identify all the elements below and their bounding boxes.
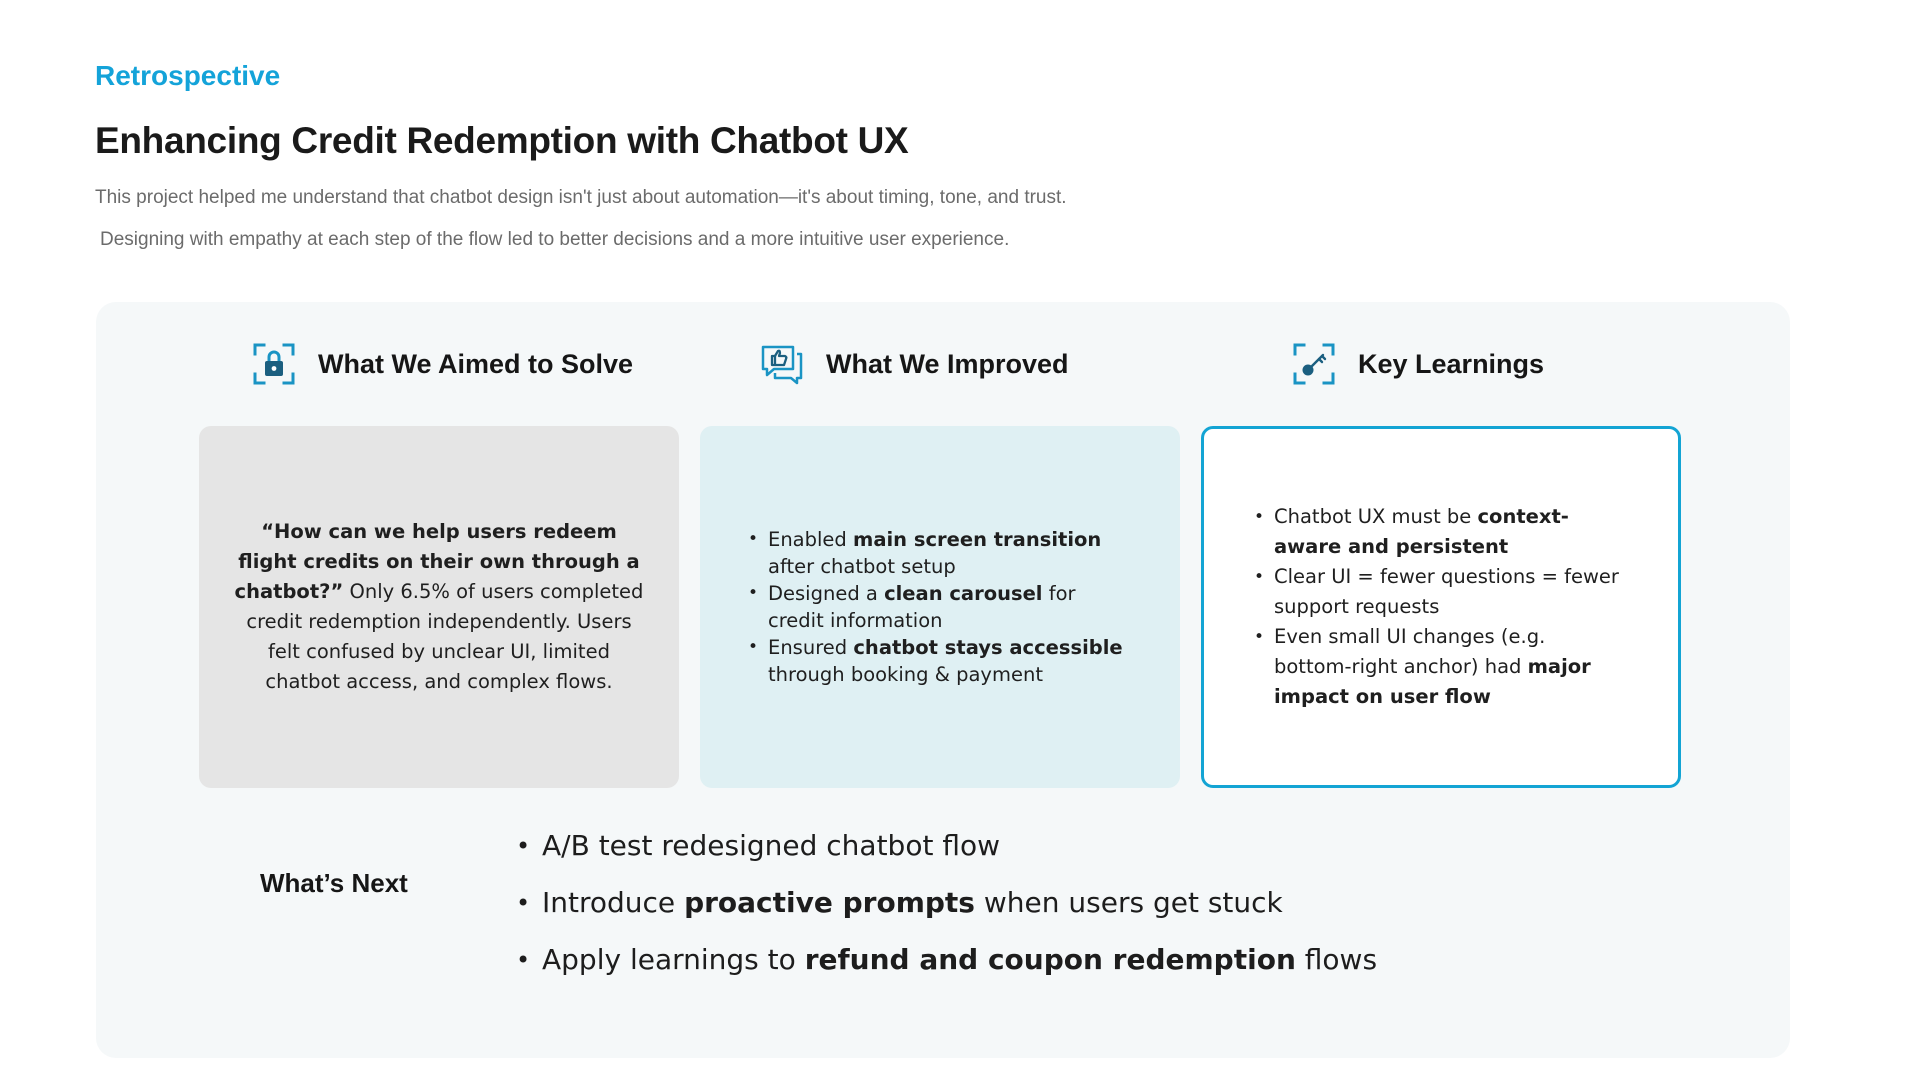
column-heading-label: What We Improved xyxy=(826,348,1069,379)
list-item: • A/B test redesigned chatbot flow xyxy=(516,826,1377,883)
flow-arrow-notch xyxy=(1180,688,1196,720)
list-item: • Introduce proactive prompts when users get stuck xyxy=(516,883,1377,940)
improvements-card xyxy=(700,426,1180,788)
column-heading-aimed-to-solve xyxy=(252,342,633,386)
lock-scan-icon xyxy=(252,342,296,386)
flow-arrow-notch xyxy=(679,494,695,526)
intro-line-2: Designing with empathy at each step of the flow led to better decisions and a more intuitive user experience. xyxy=(100,229,1010,250)
flow-arrow-notch xyxy=(679,688,695,720)
column-heading-key-learnings xyxy=(1292,342,1544,386)
list-item: • Chatbot UX must be context-aware and persistent xyxy=(1254,502,1628,562)
intro-text xyxy=(95,186,1395,270)
list-item: • Designed a clean carousel for credit information xyxy=(748,580,1132,634)
list-item: • Ensured chatbot stays accessible through booking & payment xyxy=(748,634,1132,688)
flow-arrow-notch xyxy=(1180,494,1196,526)
retrospective-panel xyxy=(96,302,1790,1058)
learnings-list xyxy=(1254,502,1628,712)
list-item: • Enabled main screen transition after chatbot setup xyxy=(748,526,1132,580)
intro-line-1: This project helped me understand that chatbot design isn't just about automation—it's about timing, tone, and trust. xyxy=(95,187,1067,208)
page-title: Enhancing Credit Redemption with Chatbot UX xyxy=(95,120,909,161)
column-heading-improved xyxy=(760,342,1069,386)
column-heading-label: What We Aimed to Solve xyxy=(318,348,634,379)
list-item: • Even small UI changes (e.g. bottom-right anchor) had major impact on user flow xyxy=(1254,622,1628,712)
chat-thumbs-up-icon xyxy=(760,342,804,386)
key-scan-icon xyxy=(1292,342,1336,386)
whats-next-heading: What’s Next xyxy=(260,868,408,898)
list-item: • Clear UI = fewer questions = fewer support requests xyxy=(1254,562,1628,622)
whats-next-list xyxy=(516,826,1377,997)
problem-statement xyxy=(229,517,649,697)
problem-question: “How can we help users redeem flight credits on their own through a chatbot?” xyxy=(234,520,640,603)
learnings-card xyxy=(1201,426,1681,788)
problem-description: Only 6.5% of users completed credit redemption independently. Users felt confused by unclear UI, limited chatbot access, and complex flows. xyxy=(246,580,644,693)
improvements-list xyxy=(748,526,1132,688)
problem-card xyxy=(199,426,679,788)
list-item: • Apply learnings to refund and coupon redemption flows xyxy=(516,940,1377,997)
column-heading-label: Key Learnings xyxy=(1358,348,1545,379)
eyebrow-label: Retrospective xyxy=(95,60,281,91)
